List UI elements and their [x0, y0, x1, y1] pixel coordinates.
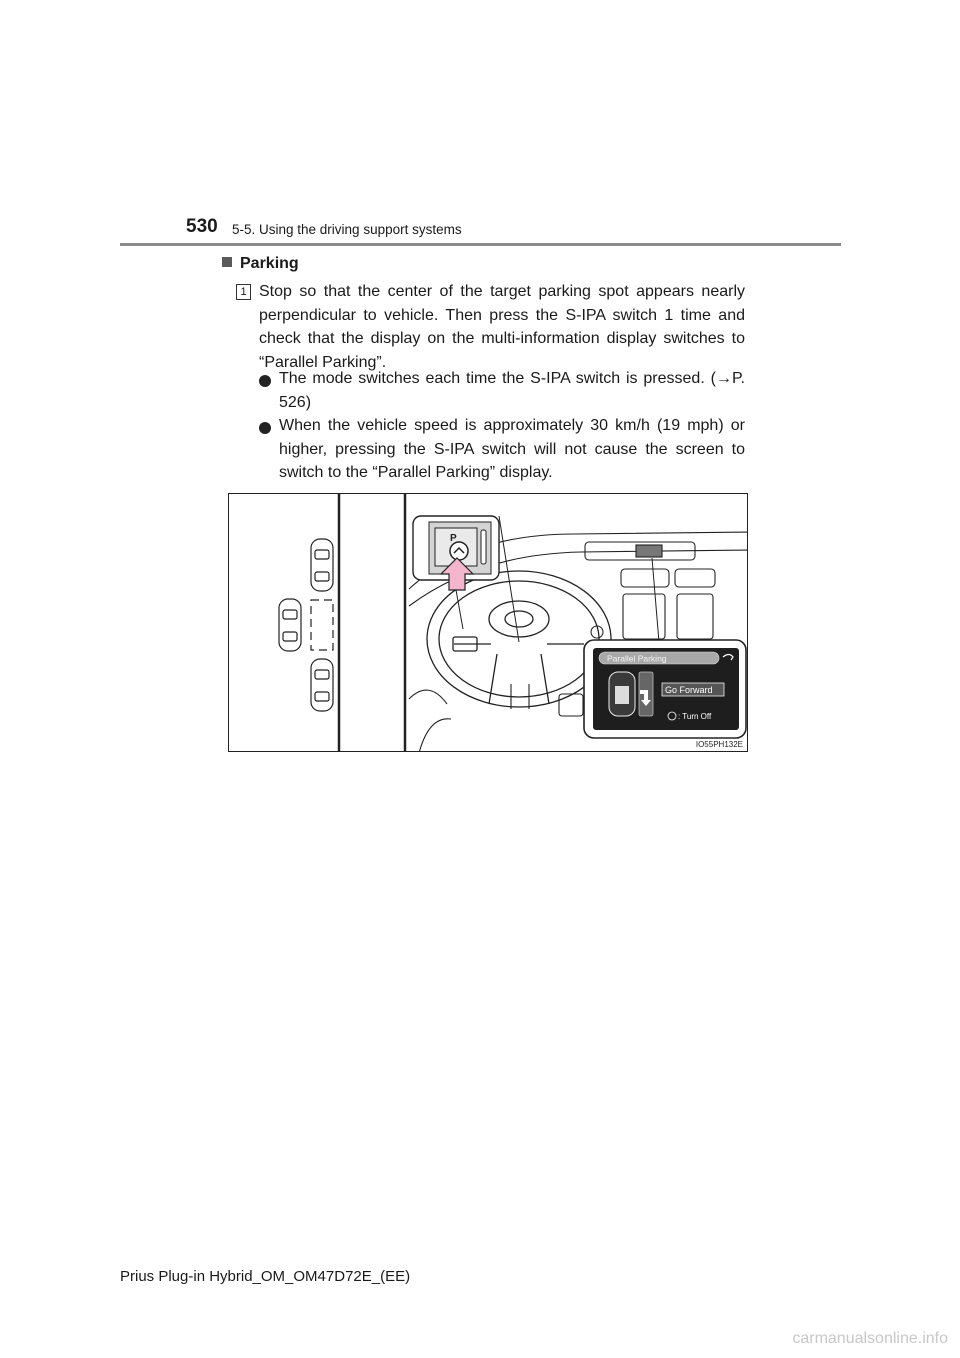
- subsection-heading: [222, 255, 299, 273]
- heading-text: Parking: [240, 255, 299, 272]
- bullet-dot-icon: [259, 375, 271, 387]
- figure-id: IO55PH132E: [695, 740, 743, 749]
- bullet-marker: [259, 418, 271, 442]
- step-paragraph: Stop so that the center of the target parking spot appears nearly perpendicular to vehicle. Then press the S-IPA switch 1 time and check that the display on the multi-information display switches to “Parallel Parking”.: [259, 283, 745, 371]
- footer-doc-id: Prius Plug-in Hybrid_OM_OM47D72E_(EE): [120, 1268, 411, 1285]
- header-divider: [120, 243, 841, 246]
- own-vehicle-icon: [279, 599, 301, 651]
- parking-illustration: [228, 493, 748, 752]
- turn-off-label: : Turn Off: [678, 712, 712, 721]
- bullet-text: When the vehicle speed is approximately 30 km/h (19 mph) or higher, pressing the S-IPA switch will not cause the screen to switch to the “Parallel Parking” display.: [279, 417, 745, 481]
- bullet-dot-icon: [259, 422, 271, 434]
- step-number-badge: 1: [236, 284, 251, 300]
- bullet-text: The mode switches each time the S-IPA switch is pressed. (→P. 526): [279, 370, 745, 411]
- watermark: carmanualsonline.info: [792, 1330, 948, 1347]
- section-title: 5-5. Using the driving support systems: [232, 222, 462, 237]
- illustration-drawing: [229, 494, 748, 752]
- switch-letter: P: [450, 533, 457, 544]
- target-parking-spot-icon: [311, 600, 333, 650]
- display-title: Parallel Parking: [607, 653, 667, 664]
- s-ipa-switch-icon: [450, 542, 468, 560]
- page-number: 530: [186, 216, 218, 237]
- parked-car-bottom-icon: [311, 659, 333, 711]
- bullet-marker: [259, 371, 271, 395]
- go-forward-label: Go Forward: [665, 685, 713, 695]
- parked-car-top-icon: [311, 539, 333, 591]
- square-bullet-icon: [222, 257, 232, 267]
